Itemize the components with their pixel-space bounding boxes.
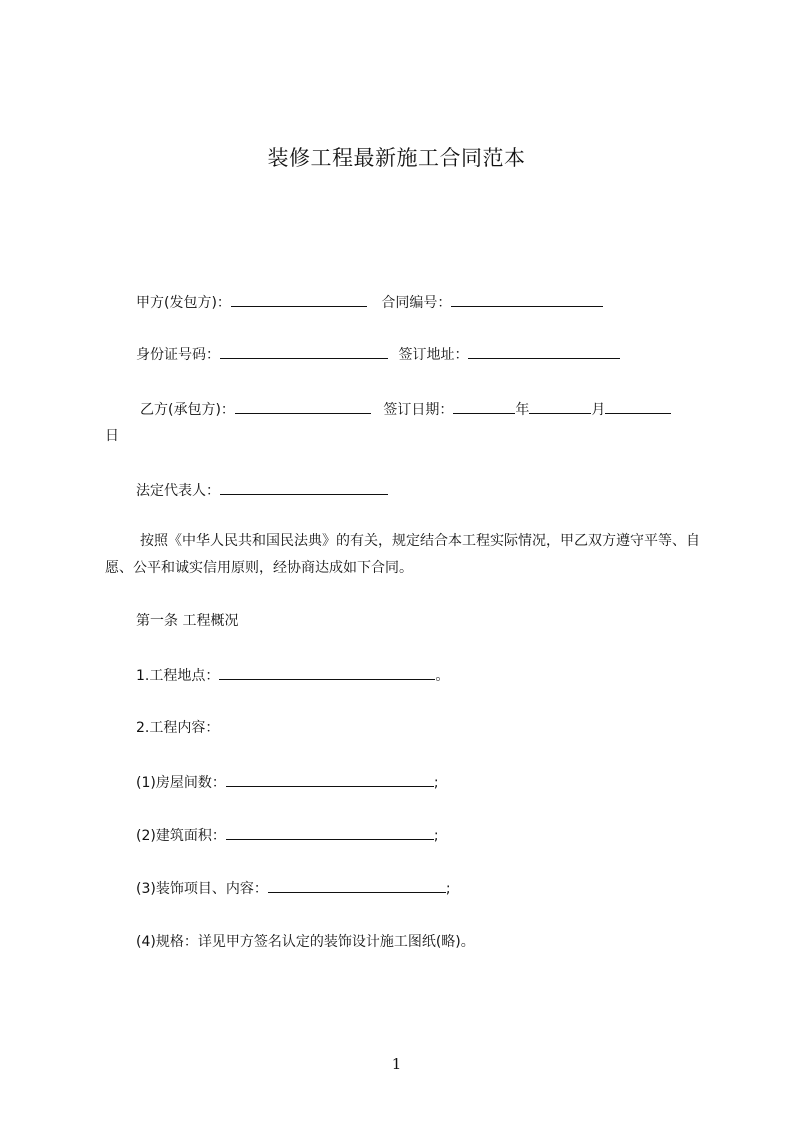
sign-year-label: 年 [515, 402, 530, 418]
sub-3-end: ; [445, 881, 451, 897]
party-a-label: 甲方(发包方)： [136, 295, 231, 311]
party-a-row [136, 292, 603, 313]
item-1-label: 1.工程地点： [136, 668, 220, 684]
sub-2-row [136, 825, 439, 846]
sign-place-label: 签订地址： [398, 347, 469, 363]
party-a-blank[interactable] [231, 292, 367, 307]
sub-2-label: (2)建筑面积： [136, 828, 226, 844]
item-1-blank[interactable] [219, 665, 435, 680]
id-no-blank[interactable] [220, 344, 388, 359]
legal-rep-row [136, 480, 388, 501]
sub-3-row [136, 878, 451, 899]
preamble-paragraph: 按照《中华人民共和国民法典》的有关，规定结合本工程实际情况，甲乙双方遵守平等、自愿、公平和诚实信用原则，经协商达成如下合同。 [105, 533, 700, 576]
sub-1-label: (1)房屋间数： [136, 775, 226, 791]
party-b-label: 乙方(承包方)： [140, 402, 235, 418]
sub-1-row [136, 772, 439, 793]
sign-place-blank[interactable] [468, 344, 620, 359]
item-1-end: 。 [435, 668, 450, 684]
item-1-row [136, 665, 449, 686]
sub-3-blank[interactable] [268, 878, 446, 893]
sign-day-label: 日 [105, 428, 119, 444]
sub-1-end: ; [433, 775, 439, 791]
legal-rep-label: 法定代表人： [136, 483, 220, 499]
sub-1-blank[interactable] [226, 772, 434, 787]
party-b-row [140, 399, 671, 420]
sign-date-label: 签订日期： [383, 402, 454, 418]
sign-day-blank[interactable] [605, 399, 671, 414]
legal-rep-blank[interactable] [220, 480, 388, 495]
item-2-label: 2.工程内容： [136, 720, 220, 736]
sub-2-end: ; [433, 828, 439, 844]
page-number: 1 [391, 1055, 402, 1073]
article-1-heading: 第一条 工程概况 [136, 613, 239, 629]
id-no-label: 身份证号码： [136, 347, 220, 363]
sign-month-label: 月 [591, 402, 606, 418]
sub-4-text: (4)规格：详见甲方签名认定的装饰设计施工图纸(略)。 [136, 934, 475, 950]
id-row [136, 344, 620, 365]
contract-no-label: 合同编号： [381, 295, 452, 311]
sign-year-blank[interactable] [453, 399, 515, 414]
sign-month-blank[interactable] [529, 399, 591, 414]
document-title: 装修工程最新施工合同范本 [267, 146, 526, 170]
sub-2-blank[interactable] [226, 825, 434, 840]
sub-3-label: (3)装饰项目、内容： [136, 881, 268, 897]
contract-no-blank[interactable] [451, 292, 603, 307]
party-b-blank[interactable] [235, 399, 371, 414]
